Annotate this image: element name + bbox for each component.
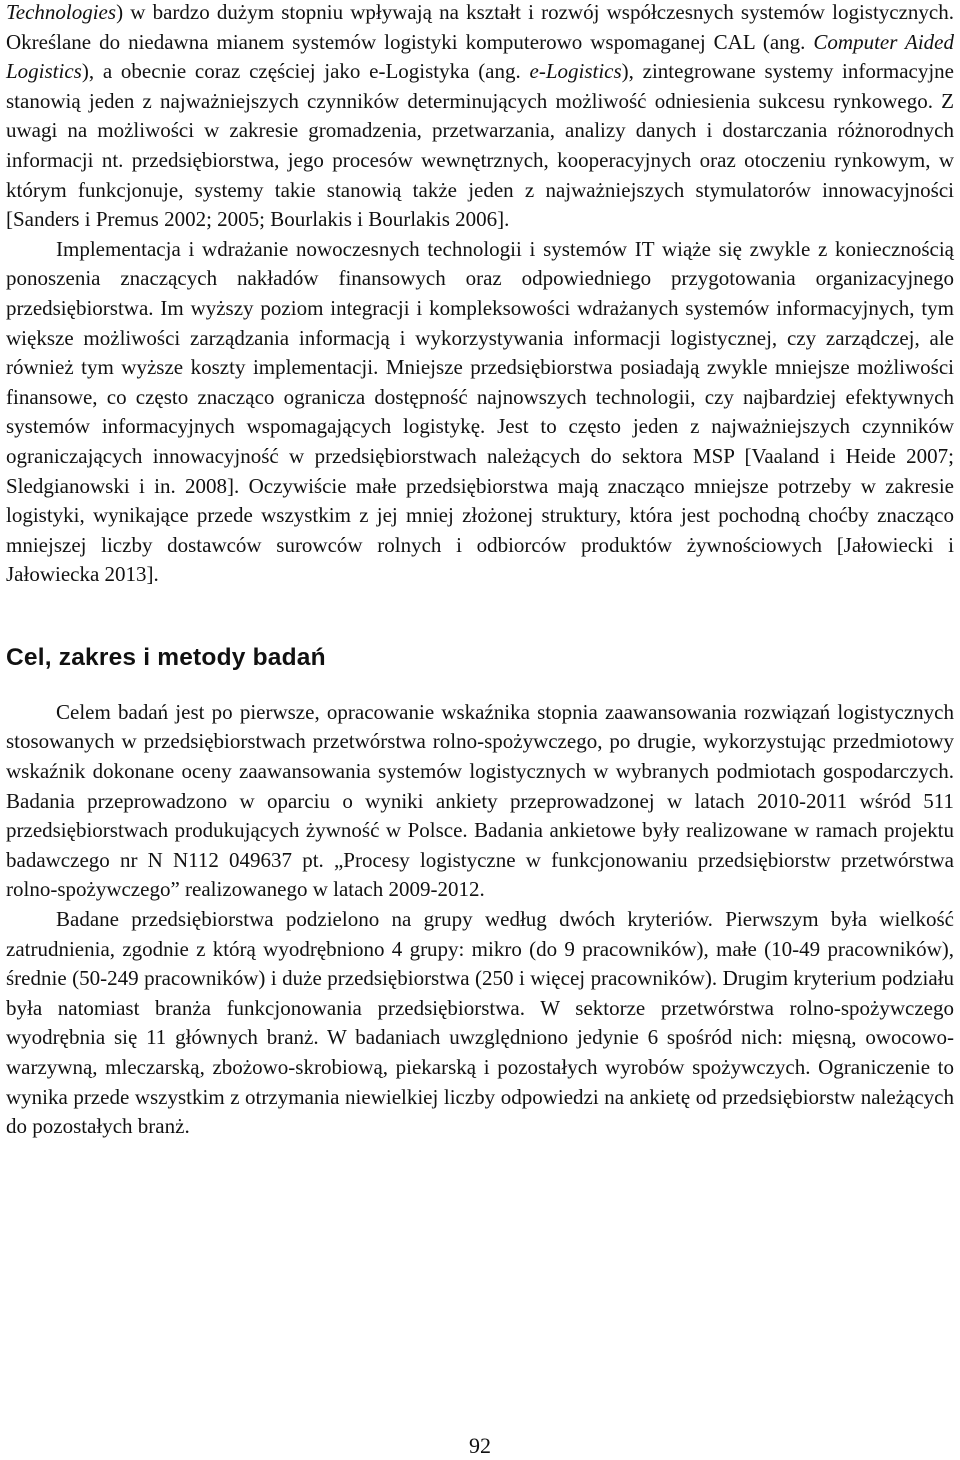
body-text: ) w bardzo dużym stopniu wpływają na kształt i rozwój współczesnych systemów logistycznych. Określane do niedawna mianem systemów logistyki komputerowo wspomaganej CAL (ang. (6, 0, 954, 54)
italic-text: Computer Aided Logistics (6, 29, 955, 84)
section-heading: Cel, zakres i metody badań (6, 643, 326, 671)
body-text: ), a obecnie coraz częściej jako e-Logistyka (ang. (81, 59, 530, 84)
paragraph-research-groups: Badane przedsiębiorstwa podzielono na grupy według dwóch kryteriów. Pierwszym była wielkość zatrudnienia, zgodnie z którą wyodrębniono 4 grupy: mikro (do 9 pracowników), małe (10-49 pracowników), średnie (50-249 pracowników) i duże przedsiębiorstwa (250 i więcej pracowników). Drugim kryterium podziału była natomiast branża funkcjonowania przedsiębiorstwa. W sektorze przetwórstwa rolno-spożywczego wyodrębnia się 11 głównych branż. W badaniach uwzględniono jedynie 6 spośród nich: mięsną, owocowo-warzywną, mleczarską, zbożowo-skrobiową, piekarską i pozostałych wyrobów spożywczych. Ograniczenie to wynika przede wszystkim z otrzymania niewielkiej liczby odpowiedzi na ankietę od przedsiębiorstw należących do pozostałych branż. (6, 907, 954, 1139)
paragraph-it-systems-intro (6, 0, 954, 235)
paragraph-implementation-costs: Implementacja i wdrażanie nowoczesnych technologii i systemów IT wiąże się zwykle z koniecznością ponoszenia znaczących nakładów finansowych oraz odpowiedniego przygotowania organizacyjnego przedsiębiorstwa. Im wyższy poziom integracji i kompleksowości wdrażanych systemów informacyjnych, tym większe możliwości zarządzania informacją i wykorzystywania informacji logistycznej, czy zarządczej, ale również tym wyższe koszty implementacji. Mniejsze przedsiębiorstwa posiadają zwykle mniejsze możliwości finansowe, co często znacząco ogranicza dostępność najnowszych technologii, czy najbardziej efektywnych systemów informacyjnych wspomagających logistykę. Jest to często jeden z najważniejszych czynników ograniczających innowacyjność w przedsiębiorstwach należących do sektora MSP [Vaaland i Heide 2007; Sledgianowski i in. 2008]. Oczywiście małe przedsiębiorstwa mają znacząco mniejsze potrzeby w zakresie logistyki, wynikające przede wszystkim z jej mniej złożonej struktury, która jest pochodną choćby znacząco mniejszej liczby dostawców surowców rolnych i odbiorców produktów żywnościowych [Jałowiecki i Jałowiecka 2013]. (6, 236, 954, 587)
page-body (6, 0, 954, 1142)
italic-text: e-Logistics (529, 59, 622, 84)
paragraph-research-goals: Celem badań jest po pierwsze, opracowanie wskaźnika stopnia zaawansowania rozwiązań logistycznych stosowanych w przedsiębiorstwach przetwórstwa rolno-spożywczego, po drugie, wykorzystując przedmiotowy wskaźnik dokonane oceny zaawansowania systemów logistycznych w wybranych podmiotach gospodarczych. Badania przeprowadzono w oparciu o wyniki ankiety przeprowadzonej w latach 2010-2011 wśród 511 przedsiębiorstwach produkujących żywność w Polsce. Badania ankietowe były realizowane w ramach projektu badawczego nr N N112 049637 pt. „Procesy logistyczne w funkcjonowaniu przedsiębiorstw przetwórstwa rolno-spożywczego” realizowanego w latach 2009-2012. (6, 699, 954, 902)
page-number: 92 (469, 1433, 491, 1458)
body-text: ), zintegrowane systemy informacyjne stanowią jeden z najważniejszych czynników determinujących możliwość odniesienia sukcesu rynkowego. Z uwagi na możliwości w zakresie gromadzenia, przetwarzania, analizy danych i dostarczania różnorodnych informacji nt. przedsiębiorstwa, jego procesów wewnętrznych, kooperacyjnych oraz otoczeniu rynkowym, w którym funkcjonuje, systemy takie stanowią także jeden z najważniejszych stymulatorów innowacyjności [Sanders i Premus 2002; 2005; Bourlakis i Bourlakis 2006]. (6, 59, 955, 232)
italic-text: Technologies (6, 0, 117, 24)
